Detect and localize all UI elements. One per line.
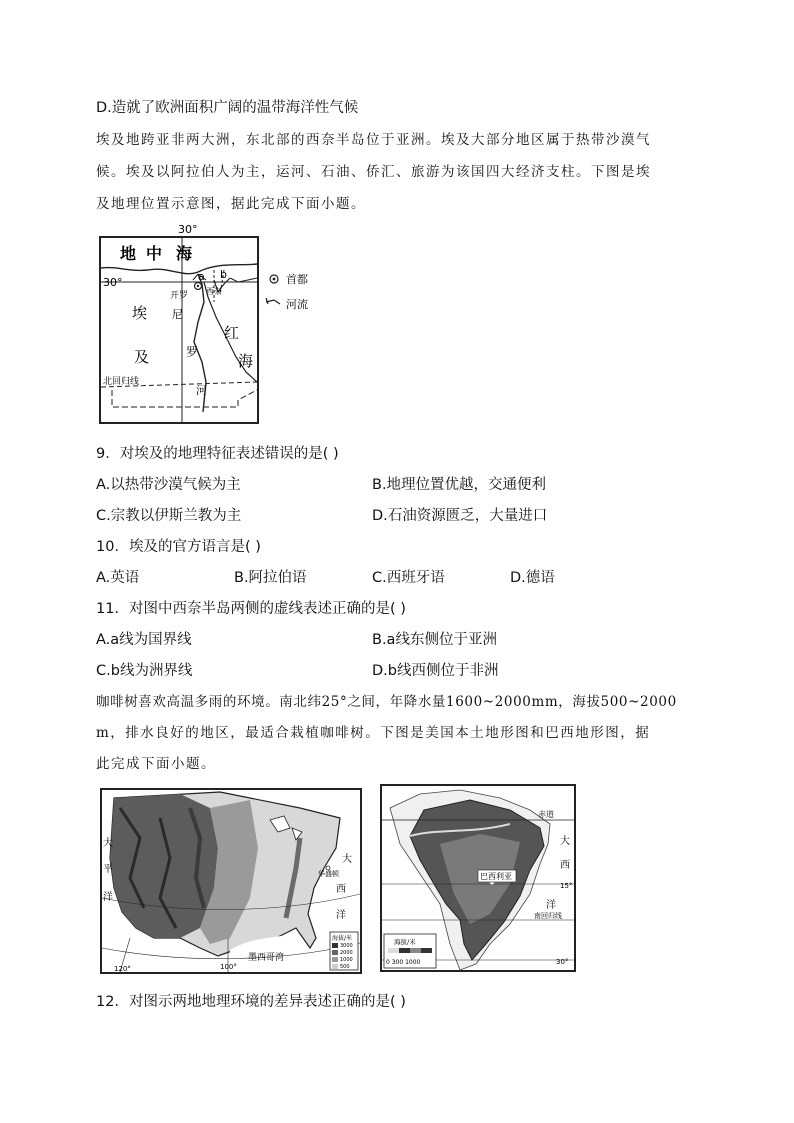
egypt-map-figure [98,222,328,427]
question-10-stem: 10．埃及的官方语言是( ) [96,539,261,555]
usa-lon-120: 120° [114,965,131,973]
brasilia-label: 巴西利亚 [480,872,512,881]
label-a: a [198,270,205,283]
usa-atlantic-char-2: 西 [336,884,346,895]
brazil-scale: 0 300 1000 [386,959,421,966]
usa-map-figure [100,788,362,974]
usa-washington-label: 华盛顿 [318,870,339,878]
q10-option-b[interactable]: B.阿拉伯语 [234,570,307,586]
coffee-intro-line3: 此完成下面小题。 [96,756,216,772]
q9-option-d[interactable]: D.石油资源匮乏，大量进口 [372,508,548,524]
egypt-map [98,222,328,427]
sinai-label: 西奈 [206,287,222,296]
usa-legend-title: 海拔/米 [332,935,353,942]
coffee-intro-line1: 咖啡树喜欢高温多雨的环境。南北纬25°之间，年降水量1600~2000mm，海拔500~2000 [96,694,677,710]
egypt-intro-line3: 及地理位置示意图，据此完成下面小题。 [96,196,366,212]
lon-label-left: 30° [103,276,123,289]
q11-option-a[interactable]: A.a线为国界线 [96,632,192,648]
usa-pacific-char-2: 平 [103,864,113,875]
sea-char-3: 海 [176,244,193,263]
brazil-legend-title: 海拔/米 [394,938,416,946]
usa-atlantic-char-3: 洋 [336,910,346,921]
label-b: b [220,268,227,281]
q10-option-c[interactable]: C.西班牙语 [372,570,445,586]
capital-label: 开罗 [170,291,189,301]
river-char-2: 罗 [186,345,199,359]
brazil-atlantic-char-3: 洋 [546,900,556,911]
country-char-2: 及 [134,348,150,366]
sea-char-2: 中 [146,244,163,263]
usa-gulf-label: 墨西哥湾 [248,953,285,963]
tropic-label: 北回归线 [103,377,140,387]
q10-option-d[interactable]: D.德语 [510,570,555,586]
river-char-1: 尼 [172,308,183,321]
q11-option-b[interactable]: B.a线东侧位于亚洲 [372,632,497,648]
q11-option-d[interactable]: D.b线西侧位于非洲 [372,663,499,679]
equator-label: 赤道 [538,810,554,819]
prev-option-d: D.造就了欧洲面积广阔的温带海洋性气候 [96,100,359,116]
q11-option-c[interactable]: C.b线为洲界线 [96,663,193,679]
usa-legend-2000: 2000 [340,950,353,956]
usa-map [100,788,362,974]
brazil-map [380,784,576,972]
question-12-stem: 12．对图示两地地理环境的差异表述正确的是( ) [96,994,406,1010]
usa-pacific-char-3: 洋 [103,892,113,903]
usa-legend-1000: 1000 [340,957,353,963]
legend-capital-label: 首都 [286,273,308,286]
usa-legend-500: 500 [340,964,350,970]
lat-30-label: 30° [556,958,569,966]
usa-legend-3000: 3000 [340,943,353,949]
red-sea-char-2: 海 [238,352,254,370]
coffee-intro-line2: m，排水良好的地区，最适合栽植咖啡树。下图是美国本土地形图和巴西地形图，据 [96,725,651,741]
river-char-3: 河 [196,384,207,397]
sea-char-1: 地 [120,244,137,263]
lat-label-top: 30° [178,223,198,236]
q9-option-c[interactable]: C.宗教以伊斯兰教为主 [96,508,242,524]
q9-option-b[interactable]: B.地理位置优越，交通便利 [372,477,547,493]
usa-atlantic-char-1: 大 [342,854,352,865]
brazil-atlantic-char-2: 西 [560,860,570,871]
red-sea-char-1: 红 [224,324,240,342]
question-11-stem: 11．对图中西奈半岛两侧的虚线表述正确的是( ) [96,601,406,617]
egypt-intro-line1: 埃及地跨亚非两大洲，东北部的西奈半岛位于亚洲。埃及大部分地区属于热带沙漠气 [96,132,651,148]
tropic-label-brazil: 南回归线 [534,912,562,920]
usa-pacific-char-1: 大 [103,838,113,849]
q9-option-a[interactable]: A.以热带沙漠气候为主 [96,477,241,493]
country-char-1: 埃 [132,304,148,322]
brazil-map-figure [380,784,576,972]
legend-river-label: 河流 [286,298,308,311]
washington-capital-icon [326,866,330,870]
lat-15-label: 15° [560,882,573,890]
question-9-stem: 9．对埃及的地理特征表述错误的是( ) [96,446,339,462]
usa-lon-100: 100° [220,963,237,971]
q10-option-a[interactable]: A.英语 [96,570,140,586]
brazil-atlantic-char-1: 大 [560,836,570,847]
egypt-intro-line2: 候。埃及以阿拉伯人为主，运河、石油、侨汇、旅游为该国四大经济支柱。下图是埃 [96,164,651,180]
